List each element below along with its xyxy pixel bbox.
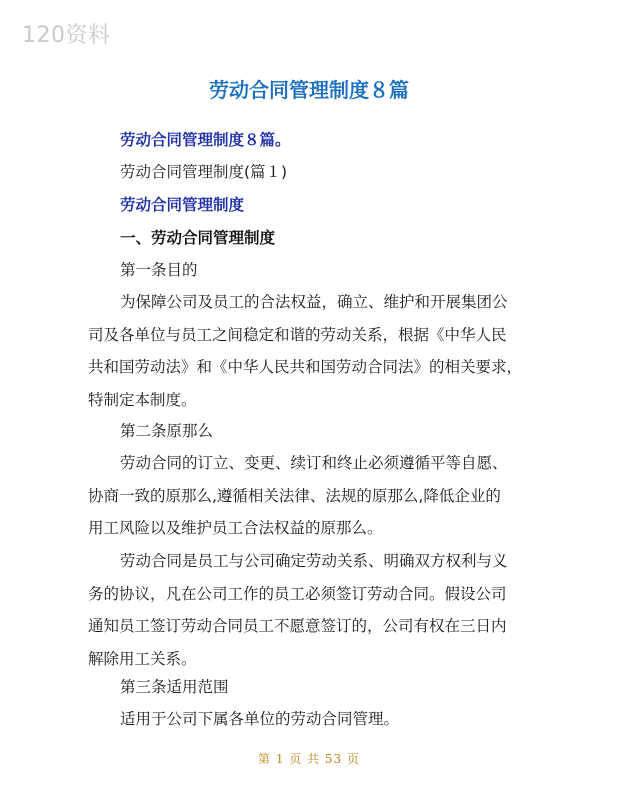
- body-line: 司及各单位与员工之间稳定和谐的劳动关系，根据《中华人民: [88, 325, 507, 344]
- chapter-heading: 一、劳动合同管理制度: [120, 229, 276, 247]
- body-line: 为保障公司及员工的合法权益，确立、维护和开展集团公: [120, 293, 508, 311]
- piece-label: 劳动合同管理制度(篇１): [120, 163, 288, 181]
- body-line: 解除用工关系。: [88, 650, 197, 669]
- body-line: 特制定本制度。: [88, 391, 197, 410]
- page-footer: 第 1 页 共 53 页: [258, 752, 360, 766]
- article-1-body: [88, 286, 538, 417]
- article-1-title: 第一条目的: [120, 261, 198, 279]
- subheading-main: 劳动合同管理制度８篇。: [120, 131, 291, 149]
- document-title: 劳动合同管理制度８篇: [209, 78, 409, 102]
- body-line: 劳动合同的订立、变更、续订和终止必须遵循平等自愿、: [120, 454, 508, 472]
- article-2-body-1: [88, 447, 538, 545]
- section-heading: 劳动合同管理制度: [120, 196, 245, 214]
- body-line: 务的协议，凡在公司工作的员工必须签订劳动合同。假设公司: [88, 584, 507, 603]
- article-3-body: 适用于公司下属各单位的劳动合同管理。: [120, 710, 400, 728]
- article-2-body-2: [88, 545, 538, 676]
- body-line: 用工风险以及维护员工合法权益的原那么。: [88, 519, 383, 538]
- body-line: 协商一致的原那么,遵循相关法律、法规的原那么,降低企业的: [88, 486, 501, 505]
- article-2-title: 第二条原那么: [120, 422, 214, 440]
- watermark-logo: 120资料: [22, 23, 111, 48]
- body-line: 通知员工签订劳动合同员工不愿意签订的，公司有权在三日内: [88, 617, 507, 636]
- body-line: 劳动合同是员工与公司确定劳动关系、明确双方权利与义: [120, 552, 508, 570]
- body-line: 共和国劳动法》和《中华人民共和国劳动合同法》的相关要求，: [88, 358, 523, 377]
- article-3-title: 第三条适用范围: [120, 678, 229, 696]
